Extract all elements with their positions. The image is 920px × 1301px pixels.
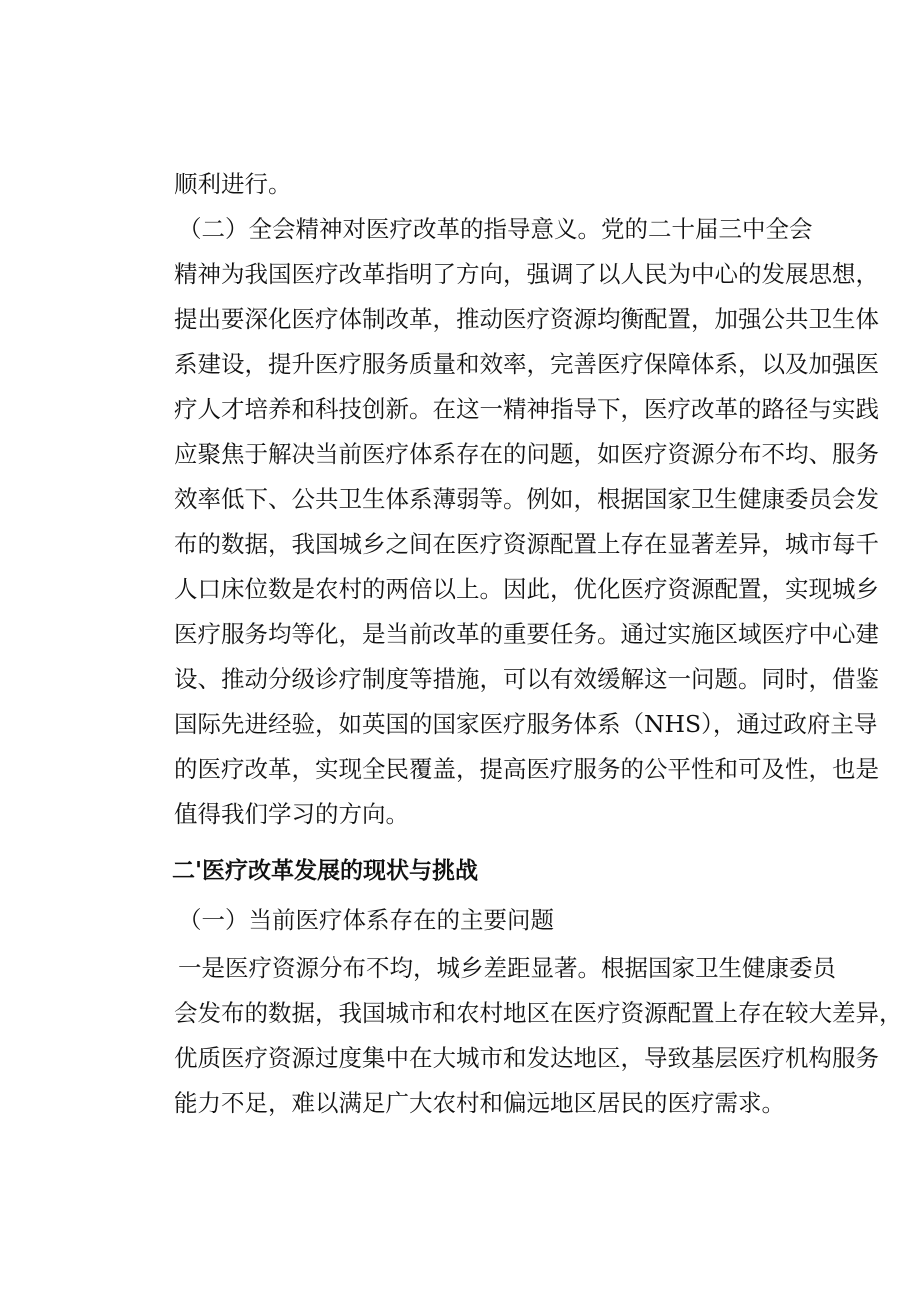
section-heading: 二'医疗改革发展的现状与挑战 — [172, 858, 479, 884]
subsection-heading: （一）当前医疗体系存在的主要问题 — [178, 906, 554, 934]
paragraph-line: 国际先进经验，如英国的国家医疗服务体系（NHS），通过政府主导 — [174, 710, 878, 738]
paragraph-line: 效率低下、公共卫生体系薄弱等。例如，根据国家卫生健康委员会发 — [174, 485, 879, 513]
paragraph-line: 顺利进行。 — [174, 170, 292, 198]
paragraph-line: 精神为我国医疗改革指明了方向，强调了以人民为中心的发展思想， — [174, 260, 879, 288]
paragraph-line: 能力不足，难以满足广大农村和偏远地区居民的医疗需求。 — [174, 1089, 785, 1117]
paragraph-line: 设、推动分级诊疗制度等措施，可以有效缓解这一问题。同时，借鉴 — [174, 665, 879, 693]
paragraph-line: 的医疗改革，实现全民覆盖，提高医疗服务的公平性和可及性，也是 — [174, 755, 879, 783]
paragraph-line: 人口床位数是农村的两倍以上。因此，优化医疗资源配置，实现城乡 — [174, 575, 879, 603]
paragraph-line: 医疗服务均等化，是当前改革的重要任务。通过实施区域医疗中心建 — [174, 620, 879, 648]
paragraph-line: 布的数据，我国城乡之间在医疗资源配置上存在显著差异，城市每千 — [174, 530, 879, 558]
paragraph-line: 应聚焦于解决当前医疗体系存在的问题，如医疗资源分布不均、服务 — [174, 440, 879, 468]
paragraph-line: 优质医疗资源过度集中在大城市和发达地区，导致基层医疗机构服务 — [174, 1044, 879, 1072]
paragraph-line: 值得我们学习的方向。 — [174, 800, 409, 828]
paragraph-line: 系建设，提升医疗服务质量和效率，完善医疗保障体系，以及加强医 — [174, 350, 879, 378]
paragraph-line: 会发布的数据，我国城市和农村地区在医疗资源配置上存在较大差异， — [174, 999, 903, 1027]
paragraph-line: 提出要深化医疗体制改革，推动医疗资源均衡配置，加强公共卫生体 — [174, 305, 879, 333]
paragraph-line: 一是医疗资源分布不均，城乡差距显著。根据国家卫生健康委员 — [178, 954, 836, 982]
paragraph-line: 疗人才培养和科技创新。在这一精神指导下，医疗改革的路径与实践 — [174, 395, 879, 423]
paragraph-line: （二）全会精神对医疗改革的指导意义。党的二十届三中全会 — [178, 215, 813, 243]
